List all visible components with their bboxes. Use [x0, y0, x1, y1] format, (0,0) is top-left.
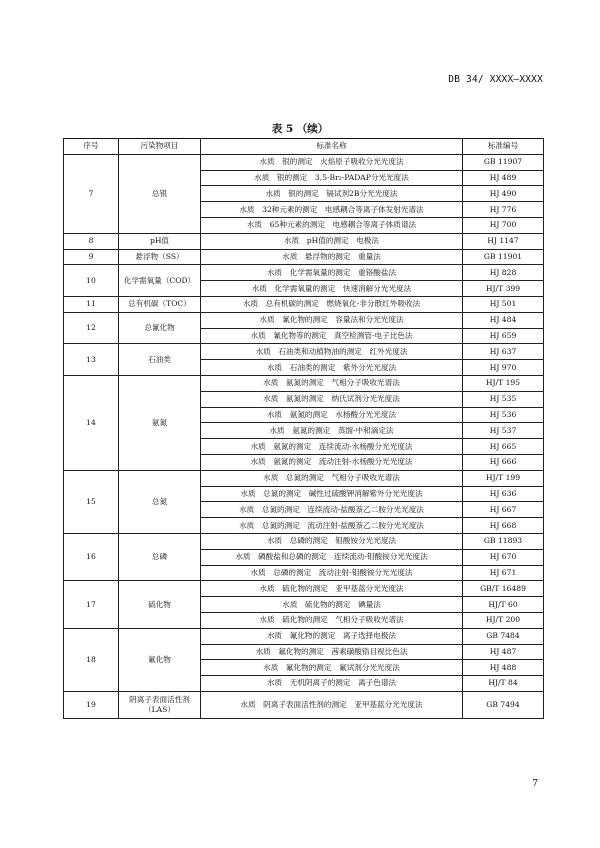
table-row — [64, 375, 544, 391]
standard-name-cell: 水质 氨氮的测定 流动注射-水杨酸分光光度法 — [201, 454, 463, 470]
standard-code-cell: HJ 659 — [463, 328, 544, 344]
standard-code-cell: HJ 637 — [463, 344, 544, 360]
standard-name-cell: 水质 石油类和动植物油的测定 红外光度法 — [201, 344, 463, 360]
standard-code-cell: HJ 501 — [463, 296, 544, 312]
pollutant-cell: 石油类 — [119, 344, 201, 376]
standard-code-cell: HJ/T 399 — [463, 281, 544, 297]
standard-code-cell: HJ 1147 — [463, 233, 544, 249]
standard-name-cell: 水质 氰化物等的测定 真空检测管-电子比色法 — [201, 328, 463, 344]
standard-name-cell: 水质 银的测定 镉试剂2B分光光度法 — [201, 186, 463, 202]
standard-name-cell: 水质 总氮的测定 碱性过硫酸钾消解紫外分光光度法 — [201, 486, 463, 502]
standard-name-cell: 水质 总氮的测定 连续流动-盐酸萘乙二胺分光光度法 — [201, 502, 463, 518]
pollutant-cell: 总磷 — [119, 533, 201, 580]
standard-name-cell: 水质 总有机碳的测定 燃烧氧化-非分散红外吸收法 — [201, 296, 463, 312]
standard-code-cell: GB 11893 — [463, 533, 544, 549]
standard-code-cell: HJ 535 — [463, 391, 544, 407]
column-header: 序号 — [64, 139, 119, 155]
standard-name-cell: 水质 硫化物的测定 亚甲基蓝分光光度法 — [201, 581, 463, 597]
row-number-cell: 11 — [64, 296, 119, 312]
row-number-cell: 15 — [64, 470, 119, 533]
pollutant-cell: 悬浮物（SS） — [119, 249, 201, 265]
pollutant-cell: pH值 — [119, 233, 201, 249]
column-header: 污染物项目 — [119, 139, 201, 155]
standard-code-cell: HJ 776 — [463, 202, 544, 218]
table-row — [64, 312, 544, 328]
page-number: 7 — [532, 779, 538, 789]
table-row — [64, 233, 544, 249]
column-header: 标准名称 — [201, 139, 463, 155]
standard-name-cell: 水质 氟化物的测定 茜素磺酸锆目视比色法 — [201, 644, 463, 660]
standard-code-cell: HJ 700 — [463, 217, 544, 233]
standard-code-cell: HJ 666 — [463, 454, 544, 470]
standard-code-cell: HJ 488 — [463, 660, 544, 676]
table-row — [64, 628, 544, 644]
row-number-cell: 7 — [64, 154, 119, 233]
standard-name-cell: 水质 阴离子表面活性剂的测定 亚甲基蓝分光光度法 — [201, 691, 463, 718]
standard-name-cell: 水质 悬浮物的测定 重量法 — [201, 249, 463, 265]
pollutant-cell: 阴离子表面活性剂 （LAS） — [119, 691, 201, 718]
standard-name-cell: 水质 氨氮的测定 水杨酸分光光度法 — [201, 407, 463, 423]
table-row — [64, 344, 544, 360]
standard-code-cell: HJ/T 200 — [463, 612, 544, 628]
standard-name-cell: 水质 磷酸盐和总磷的测定 连续流动-钼酸铵分光光度法 — [201, 549, 463, 565]
standard-code-cell: HJ 537 — [463, 423, 544, 439]
standard-name-cell: 水质 总氮的测定 流动注射-盐酸萘乙二胺分光光度法 — [201, 518, 463, 534]
table-row — [64, 470, 544, 486]
standard-name-cell: 水质 氟化物的测定 氟试剂分光光度法 — [201, 660, 463, 676]
standard-name-cell: 水质 氨氮的测定 蒸馏-中和滴定法 — [201, 423, 463, 439]
standard-name-cell: 水质 化学需氧量的测定 快速消解分光光度法 — [201, 281, 463, 297]
row-number-cell: 13 — [64, 344, 119, 376]
standard-code-cell: GB/T 16489 — [463, 581, 544, 597]
table-row — [64, 533, 544, 549]
pollutant-cell: 氟化物 — [119, 628, 201, 691]
table-caption: 表 5 （续） — [271, 123, 329, 135]
table-row — [64, 249, 544, 265]
table-header-row — [64, 139, 544, 155]
standard-name-cell: 水质 氨氮的测定 连续流动-水杨酸分光光度法 — [201, 439, 463, 455]
standard-code-cell: GB 7484 — [463, 628, 544, 644]
standard-code-cell: HJ 671 — [463, 565, 544, 581]
standard-code-cell: HJ 484 — [463, 312, 544, 328]
standard-name-cell: 水质 pH值的测定 电极法 — [201, 233, 463, 249]
table-body — [64, 154, 544, 718]
standard-code-cell: HJ/T 199 — [463, 470, 544, 486]
standard-code-cell: HJ 490 — [463, 186, 544, 202]
standard-code-cell: HJ 668 — [463, 518, 544, 534]
standard-code-cell: HJ 487 — [463, 644, 544, 660]
row-number-cell: 16 — [64, 533, 119, 580]
standard-name-cell: 水质 总氮的测定 气相分子吸收光谱法 — [201, 470, 463, 486]
pollutant-cell: 总氮 — [119, 470, 201, 533]
row-number-cell: 14 — [64, 375, 119, 470]
table-row — [64, 581, 544, 597]
standard-code-cell: HJ 536 — [463, 407, 544, 423]
row-number-cell: 10 — [64, 265, 119, 297]
standard-name-cell: 水质 银的测定 火焰原子吸收分光光度法 — [201, 154, 463, 170]
standard-name-cell: 水质 石油类的测定 紫外分光光度法 — [201, 360, 463, 376]
standard-name-cell: 水质 65种元素的测定 电感耦合等离子体质谱法 — [201, 217, 463, 233]
row-number-cell: 8 — [64, 233, 119, 249]
table-row — [64, 265, 544, 281]
standard-name-cell: 水质 氨氮的测定 气相分子吸收光谱法 — [201, 375, 463, 391]
column-header: 标准编号 — [463, 139, 544, 155]
standard-name-cell: 水质 氟化物的测定 离子选择电极法 — [201, 628, 463, 644]
standard-code-cell: HJ 670 — [463, 549, 544, 565]
standard-name-cell: 水质 化学需氧量的测定 重铬酸盐法 — [201, 265, 463, 281]
pollutant-cell: 硫化物 — [119, 581, 201, 628]
standard-name-cell: 水质 32种元素的测定 电感耦合等离子体发射光谱法 — [201, 202, 463, 218]
pollutant-cell: 总有机碳（TOC） — [119, 296, 201, 312]
standard-code-cell: HJ 636 — [463, 486, 544, 502]
standard-name-cell: 水质 无机阴离子的测定 离子色谱法 — [201, 676, 463, 692]
row-number-cell: 18 — [64, 628, 119, 691]
standard-code-cell: HJ 970 — [463, 360, 544, 376]
standards-table — [63, 138, 544, 719]
table-row — [64, 296, 544, 312]
standard-code-cell: HJ 828 — [463, 265, 544, 281]
pollutant-cell: 总银 — [119, 154, 201, 233]
standard-code-cell: HJ 489 — [463, 170, 544, 186]
standard-name-cell: 水质 硫化物的测定 碘量法 — [201, 597, 463, 613]
standard-code-cell: GB 7494 — [463, 691, 544, 718]
pollutant-cell: 化学需氧量（COD） — [119, 265, 201, 297]
row-number-cell: 9 — [64, 249, 119, 265]
standard-code-cell: GB 11907 — [463, 154, 544, 170]
standard-name-cell: 水质 硫化物的测定 气相分子吸收光谱法 — [201, 612, 463, 628]
standard-code-cell: HJ/T 195 — [463, 375, 544, 391]
standard-code-cell: HJ/T 60 — [463, 597, 544, 613]
table-row — [64, 691, 544, 718]
standard-code-cell: HJ 667 — [463, 502, 544, 518]
standard-name-cell: 水质 总磷的测定 钼酸铵分光光度法 — [201, 533, 463, 549]
row-number-cell: 12 — [64, 312, 119, 344]
standard-name-cell: 水质 总磷的测定 流动注射-钼酸铵分光光度法 — [201, 565, 463, 581]
standard-name-cell: 水质 氨氮的测定 纳氏试剂分光光度法 — [201, 391, 463, 407]
standard-name-cell: 水质 银的测定 3,5-Br₂-PADAP分光光度法 — [201, 170, 463, 186]
table-row — [64, 154, 544, 170]
pollutant-cell: 氨氮 — [119, 375, 201, 470]
document-code: DB 34/ XXXX—XXXX — [448, 74, 543, 85]
row-number-cell: 17 — [64, 581, 119, 628]
standard-code-cell: HJ/T 84 — [463, 676, 544, 692]
standard-code-cell: GB 11901 — [463, 249, 544, 265]
standard-name-cell: 水质 氰化物的测定 容量法和分光光度法 — [201, 312, 463, 328]
standard-code-cell: HJ 665 — [463, 439, 544, 455]
row-number-cell: 19 — [64, 691, 119, 718]
pollutant-cell: 总氰化物 — [119, 312, 201, 344]
